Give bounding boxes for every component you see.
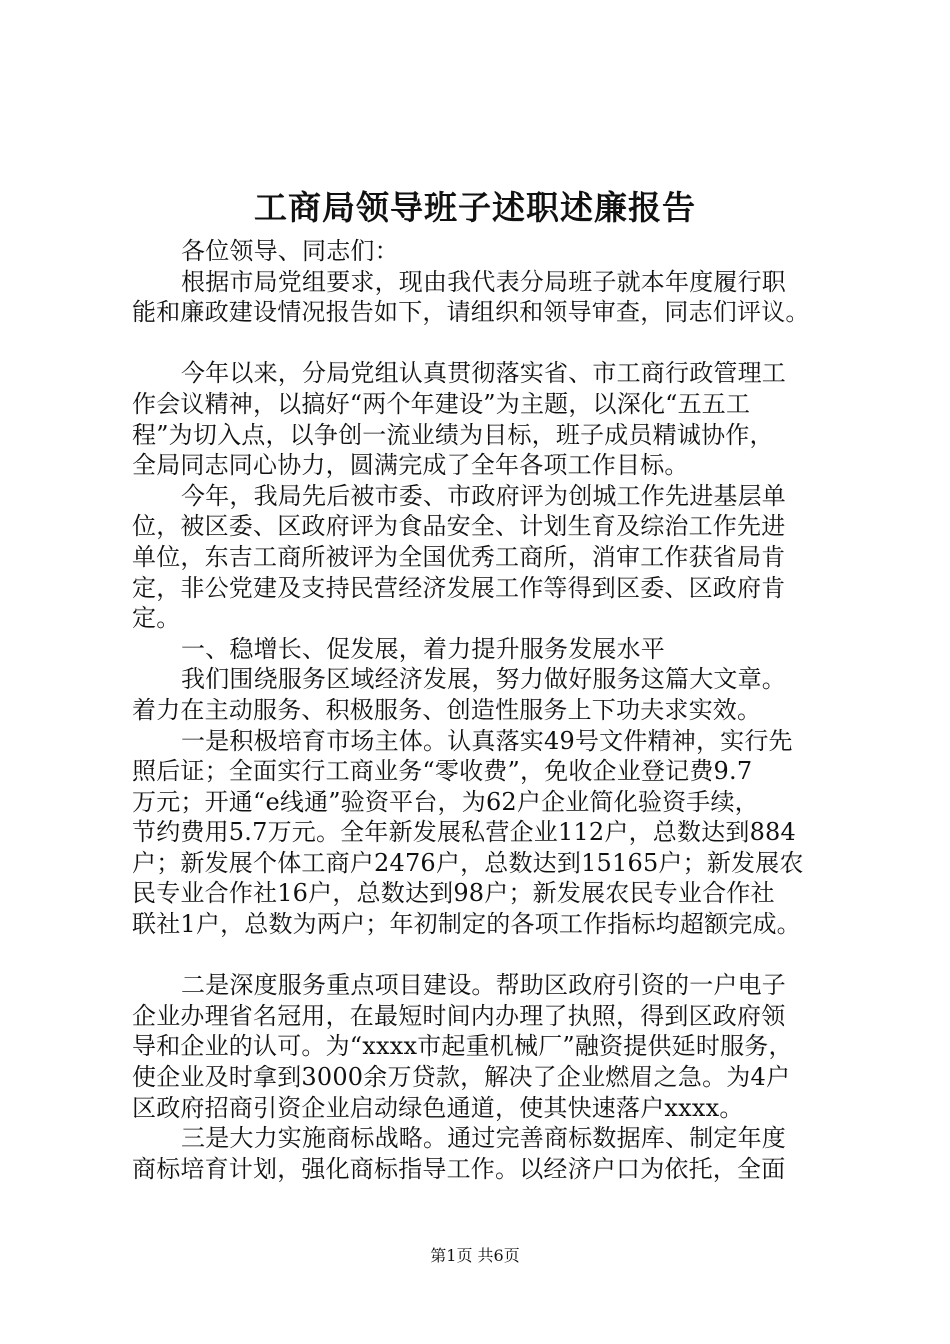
text-line: 定，非公党建及支持民营经济发展工作等得到区委、区政府肯: [132, 573, 786, 602]
text-line: 单位，东吉工商所被评为全国优秀工商所，消审工作获省局肯: [132, 542, 786, 571]
text-line: 各位领导、同志们：: [181, 237, 399, 265]
text-line: 全局同志同心协力，圆满完成了全年各项工作目标。: [132, 451, 689, 480]
text-line: 万元；开通“e线通”验资平台，为62户企业简化验资手续，: [132, 787, 759, 816]
text-line: 一、稳增长、促发展，着力提升服务发展水平: [181, 634, 665, 663]
text-line: 导和企业的认可。为“xxxx市起重机械厂”融资提供延时服务，: [132, 1032, 793, 1061]
text-line: 能和廉政建设情况报告如下，请组织和领导审查，同志们评议。: [132, 298, 810, 327]
text-line: 商标培育计划，强化商标指导工作。以经济户口为依托，全面: [132, 1154, 786, 1183]
text-line: 着力在主动服务、积极服务、创造性服务上下功夫求实效。: [132, 695, 762, 724]
text-line: 根据市局党组要求，现由我代表分局班子就本年度履行职: [181, 267, 786, 296]
text-line: 民专业合作社16户，总数达到98户；新发展农民专业合作社: [132, 879, 775, 908]
text-line: 照后证；全面实行工商业务“零收费”，免收企业登记费9.7: [132, 757, 753, 786]
text-line: 户；新发展个体工商户2476户，总数达到15165户；新发展农: [132, 848, 804, 877]
document-body: [132, 236, 832, 1184]
page-footer: 第1页 共6页: [430, 1246, 520, 1265]
text-line: 联社1户，总数为两户；年初制定的各项工作指标均超额完成。: [132, 910, 801, 939]
text-line: 企业办理省名冠用，在最短时间内办理了执照，得到区政府领: [132, 1001, 786, 1030]
text-line: 一是积极培育市场主体。认真落实49号文件精神，实行先: [181, 726, 793, 755]
text-line: 二是深度服务重点项目建设。帮助区政府引资的一户电子: [181, 971, 786, 1000]
text-line: 今年，我局先后被市委、市政府评为创城工作先进基层单: [181, 481, 786, 510]
text-line: 程”为切入点，以争创一流业绩为目标，班子成员精诚协作，: [132, 420, 774, 449]
text-line: 定。: [132, 604, 181, 633]
text-line: 使企业及时拿到3000余万贷款，解决了企业燃眉之急。为4户: [132, 1063, 791, 1092]
text-line: 位，被区委、区政府评为食品安全、计划生育及综治工作先进: [132, 512, 786, 541]
text-line: 区政府招商引资企业启动绿色通道，使其快速落户xxxx。: [132, 1093, 744, 1122]
blank-line: [132, 940, 832, 971]
blank-line: [132, 328, 832, 359]
text-line: 我们围绕服务区域经济发展，努力做好服务这篇大文章。: [181, 665, 786, 694]
text-line: 今年以来，分局党组认真贯彻落实省、市工商行政管理工: [181, 359, 786, 388]
text-line: 作会议精神，以搞好“两个年建设”为主题，以深化“五五工: [132, 389, 751, 418]
text-line: 节约费用5.7万元。全年新发展私营企业112户，总数达到884: [132, 818, 796, 847]
document-title: 工商局领导班子述职述廉报告: [254, 188, 696, 227]
text-line: 三是大力实施商标战略。通过完善商标数据库、制定年度: [181, 1124, 786, 1153]
